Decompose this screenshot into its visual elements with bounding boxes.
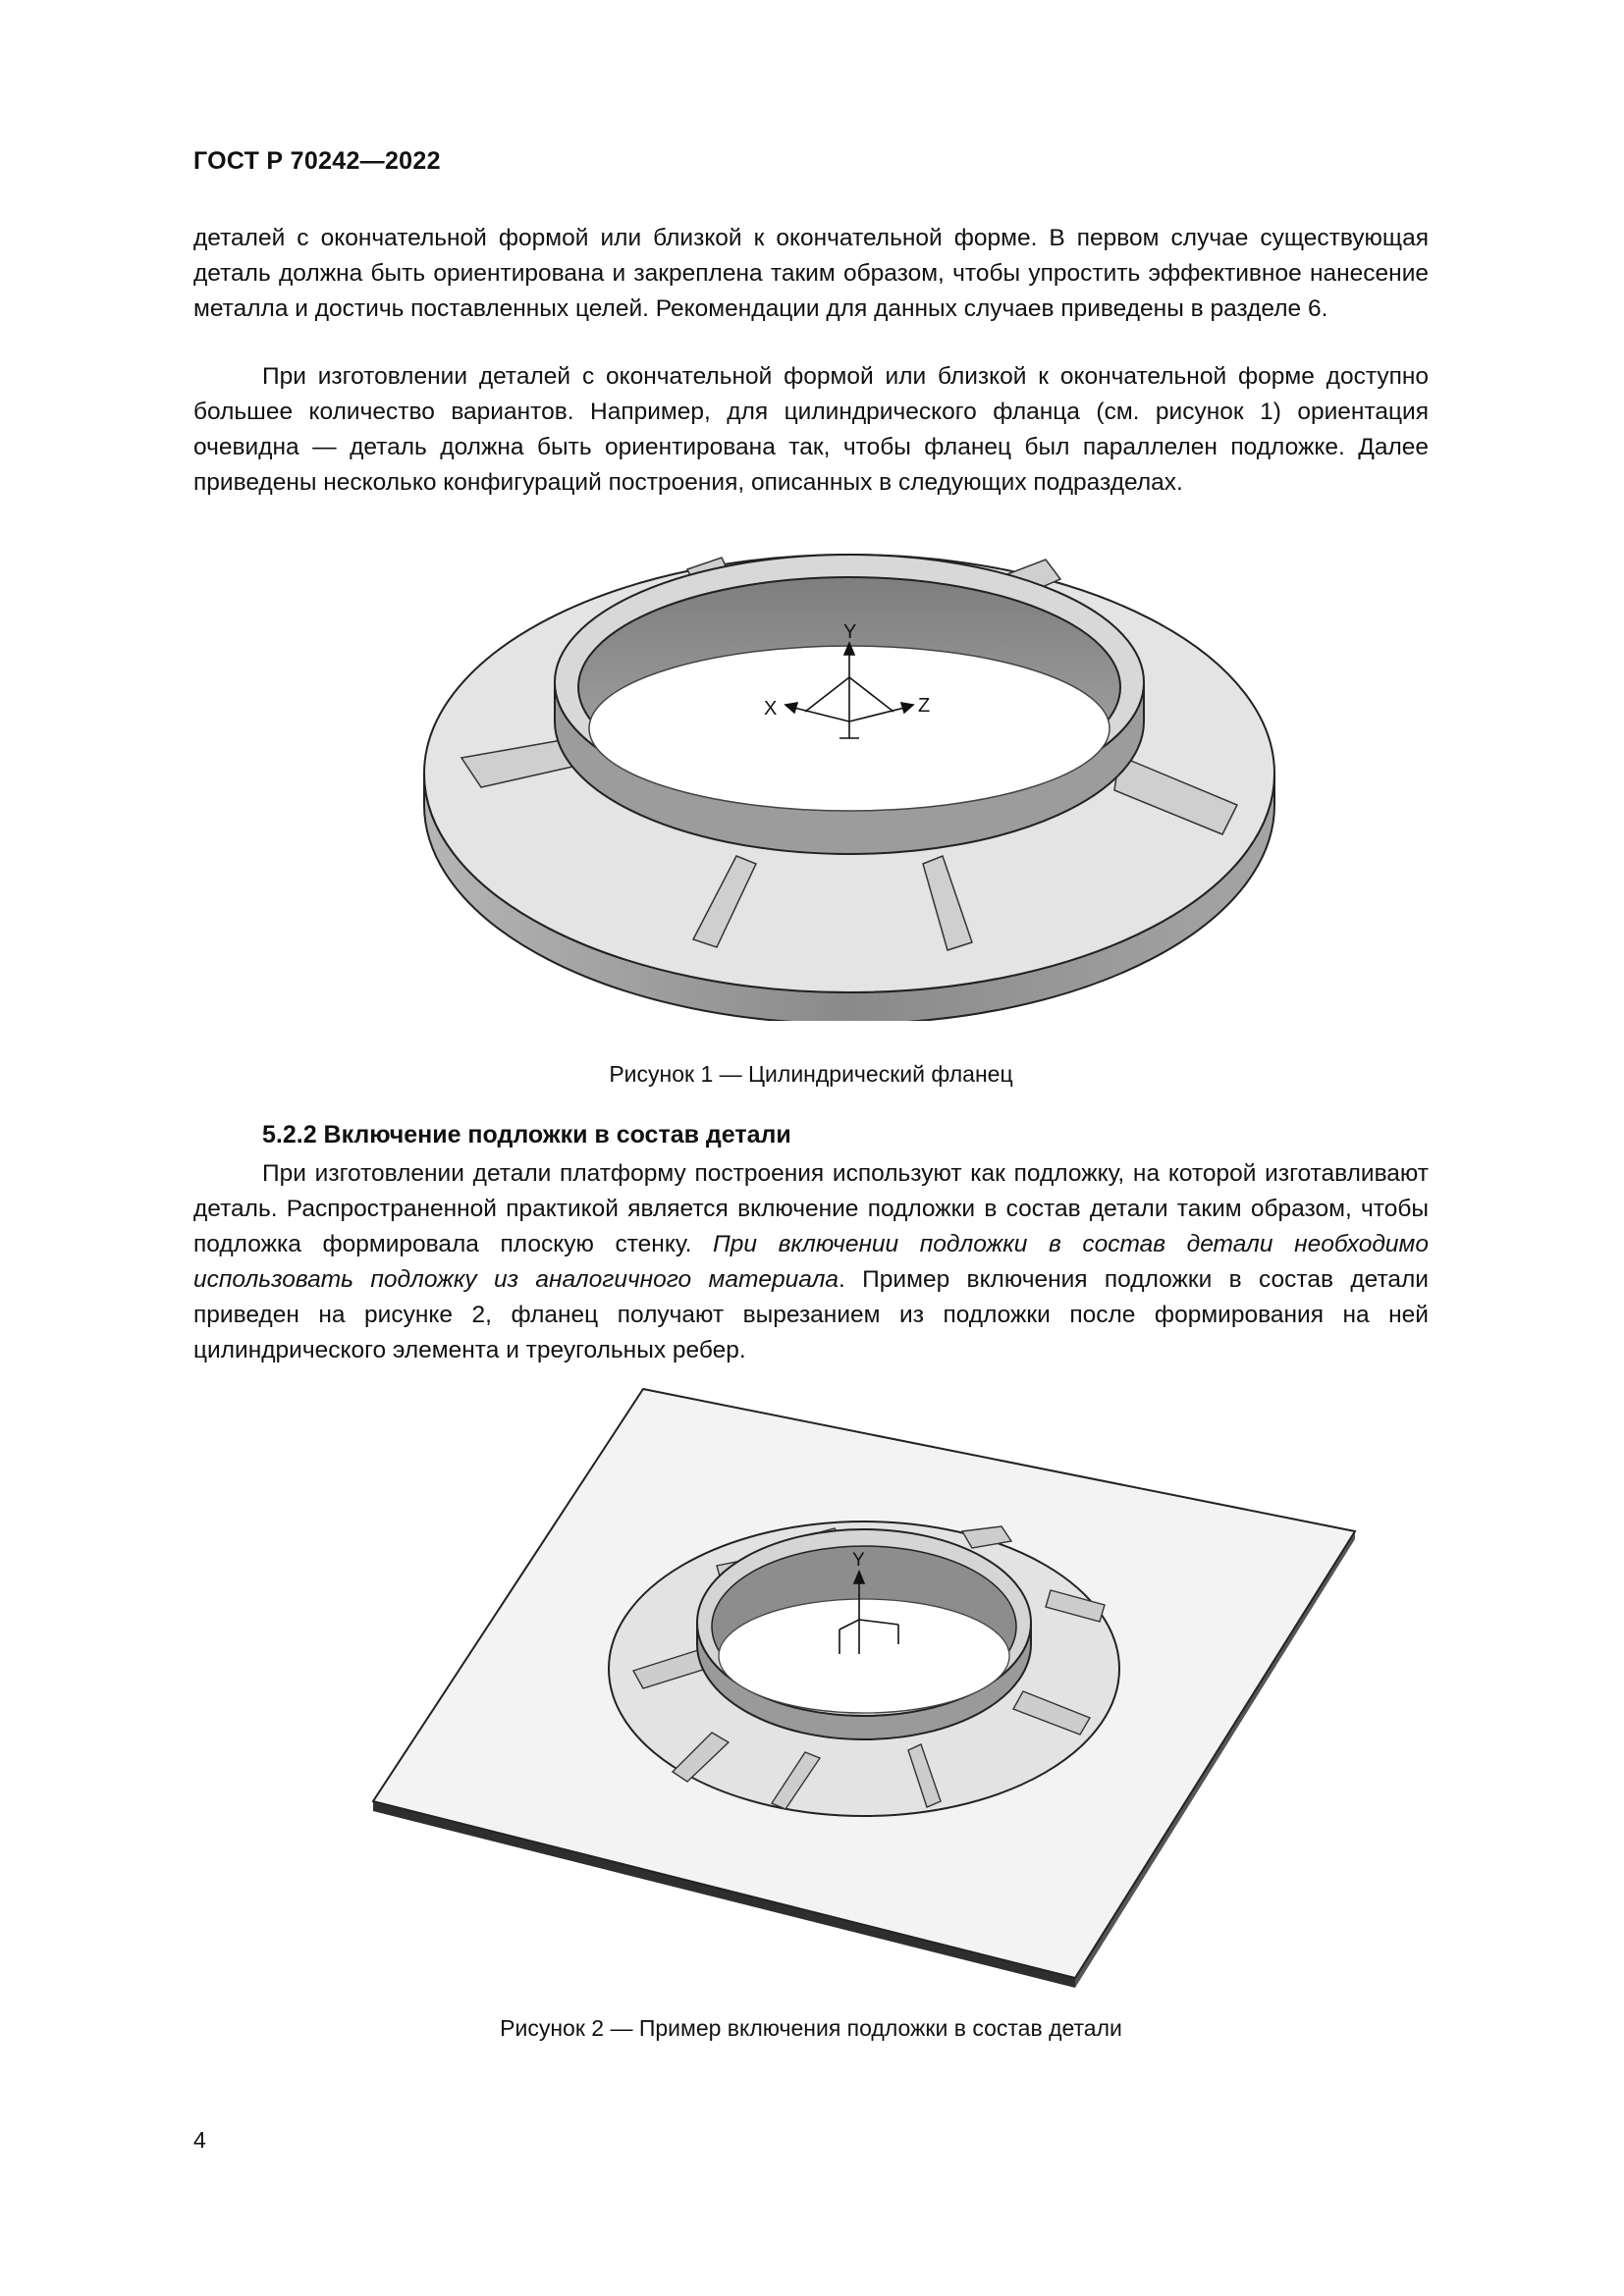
paragraph-3 — [193, 1156, 1429, 1368]
figure-2-caption: Рисунок 2 — Пример включения подложки в состав детали — [500, 2015, 1122, 2041]
paragraph-1: деталей с окончательной формой или близкой к окончательной форме. В первом случае существующая деталь должна быть ориентирована и закреплена таким образом, чтобы упростить эффективное нанесение металла и достичь поставленных целей. Рекомендации для данных случаев приведены в разделе 6. — [193, 225, 1429, 322]
paragraph-2: При изготовлении деталей с окончательной формой или близкой к окончательной форме доступно большее количество вариантов. Например, для цилиндрического фланца (см. рисунок 1) ориентация очевидна — деталь должна быть ориентирована так, чтобы фланец был параллелен подложке. Далее приведены несколько конфигураций построения, описанных в следующих подразделах. — [193, 363, 1429, 496]
document-code: ГОСТ Р 70242—2022 — [193, 147, 441, 175]
figure-1-flange — [393, 510, 1306, 1021]
axis-x-label: X — [764, 698, 778, 720]
paragraph-3-start: При изготовлении детали платформу построения используют как подложку, на которой изготавливают деталь. Распространенной практикой является включение подложки в состав детали таким образом, чтобы подложка формировала плоскую стенку. — [193, 1160, 1429, 1257]
axis-y-label: Y — [843, 621, 857, 643]
section-heading: 5.2.2 Включение подложки в состав детали — [262, 1121, 791, 1148]
figure-1-caption: Рисунок 1 — Цилиндрический фланец — [609, 1061, 1013, 1087]
figure-2-substrate — [363, 1379, 1365, 1988]
paragraph-3-italic: При включении подложки в состав детали необходимо использовать подложку из аналогичного материала — [193, 1231, 1429, 1293]
paragraph-3-end: . Пример включения подложки в состав детали приведен на рисунке 2, фланец получают вырезанием из подложки после формирования на ней цилиндрического элемента и треугольных ребер. — [193, 1266, 1429, 1363]
axis-z-label: Z — [918, 695, 931, 717]
page-number: 4 — [193, 2127, 206, 2153]
fig2-axis-y-label: Y — [852, 1550, 865, 1571]
fig2-ring-floor — [719, 1599, 1009, 1713]
